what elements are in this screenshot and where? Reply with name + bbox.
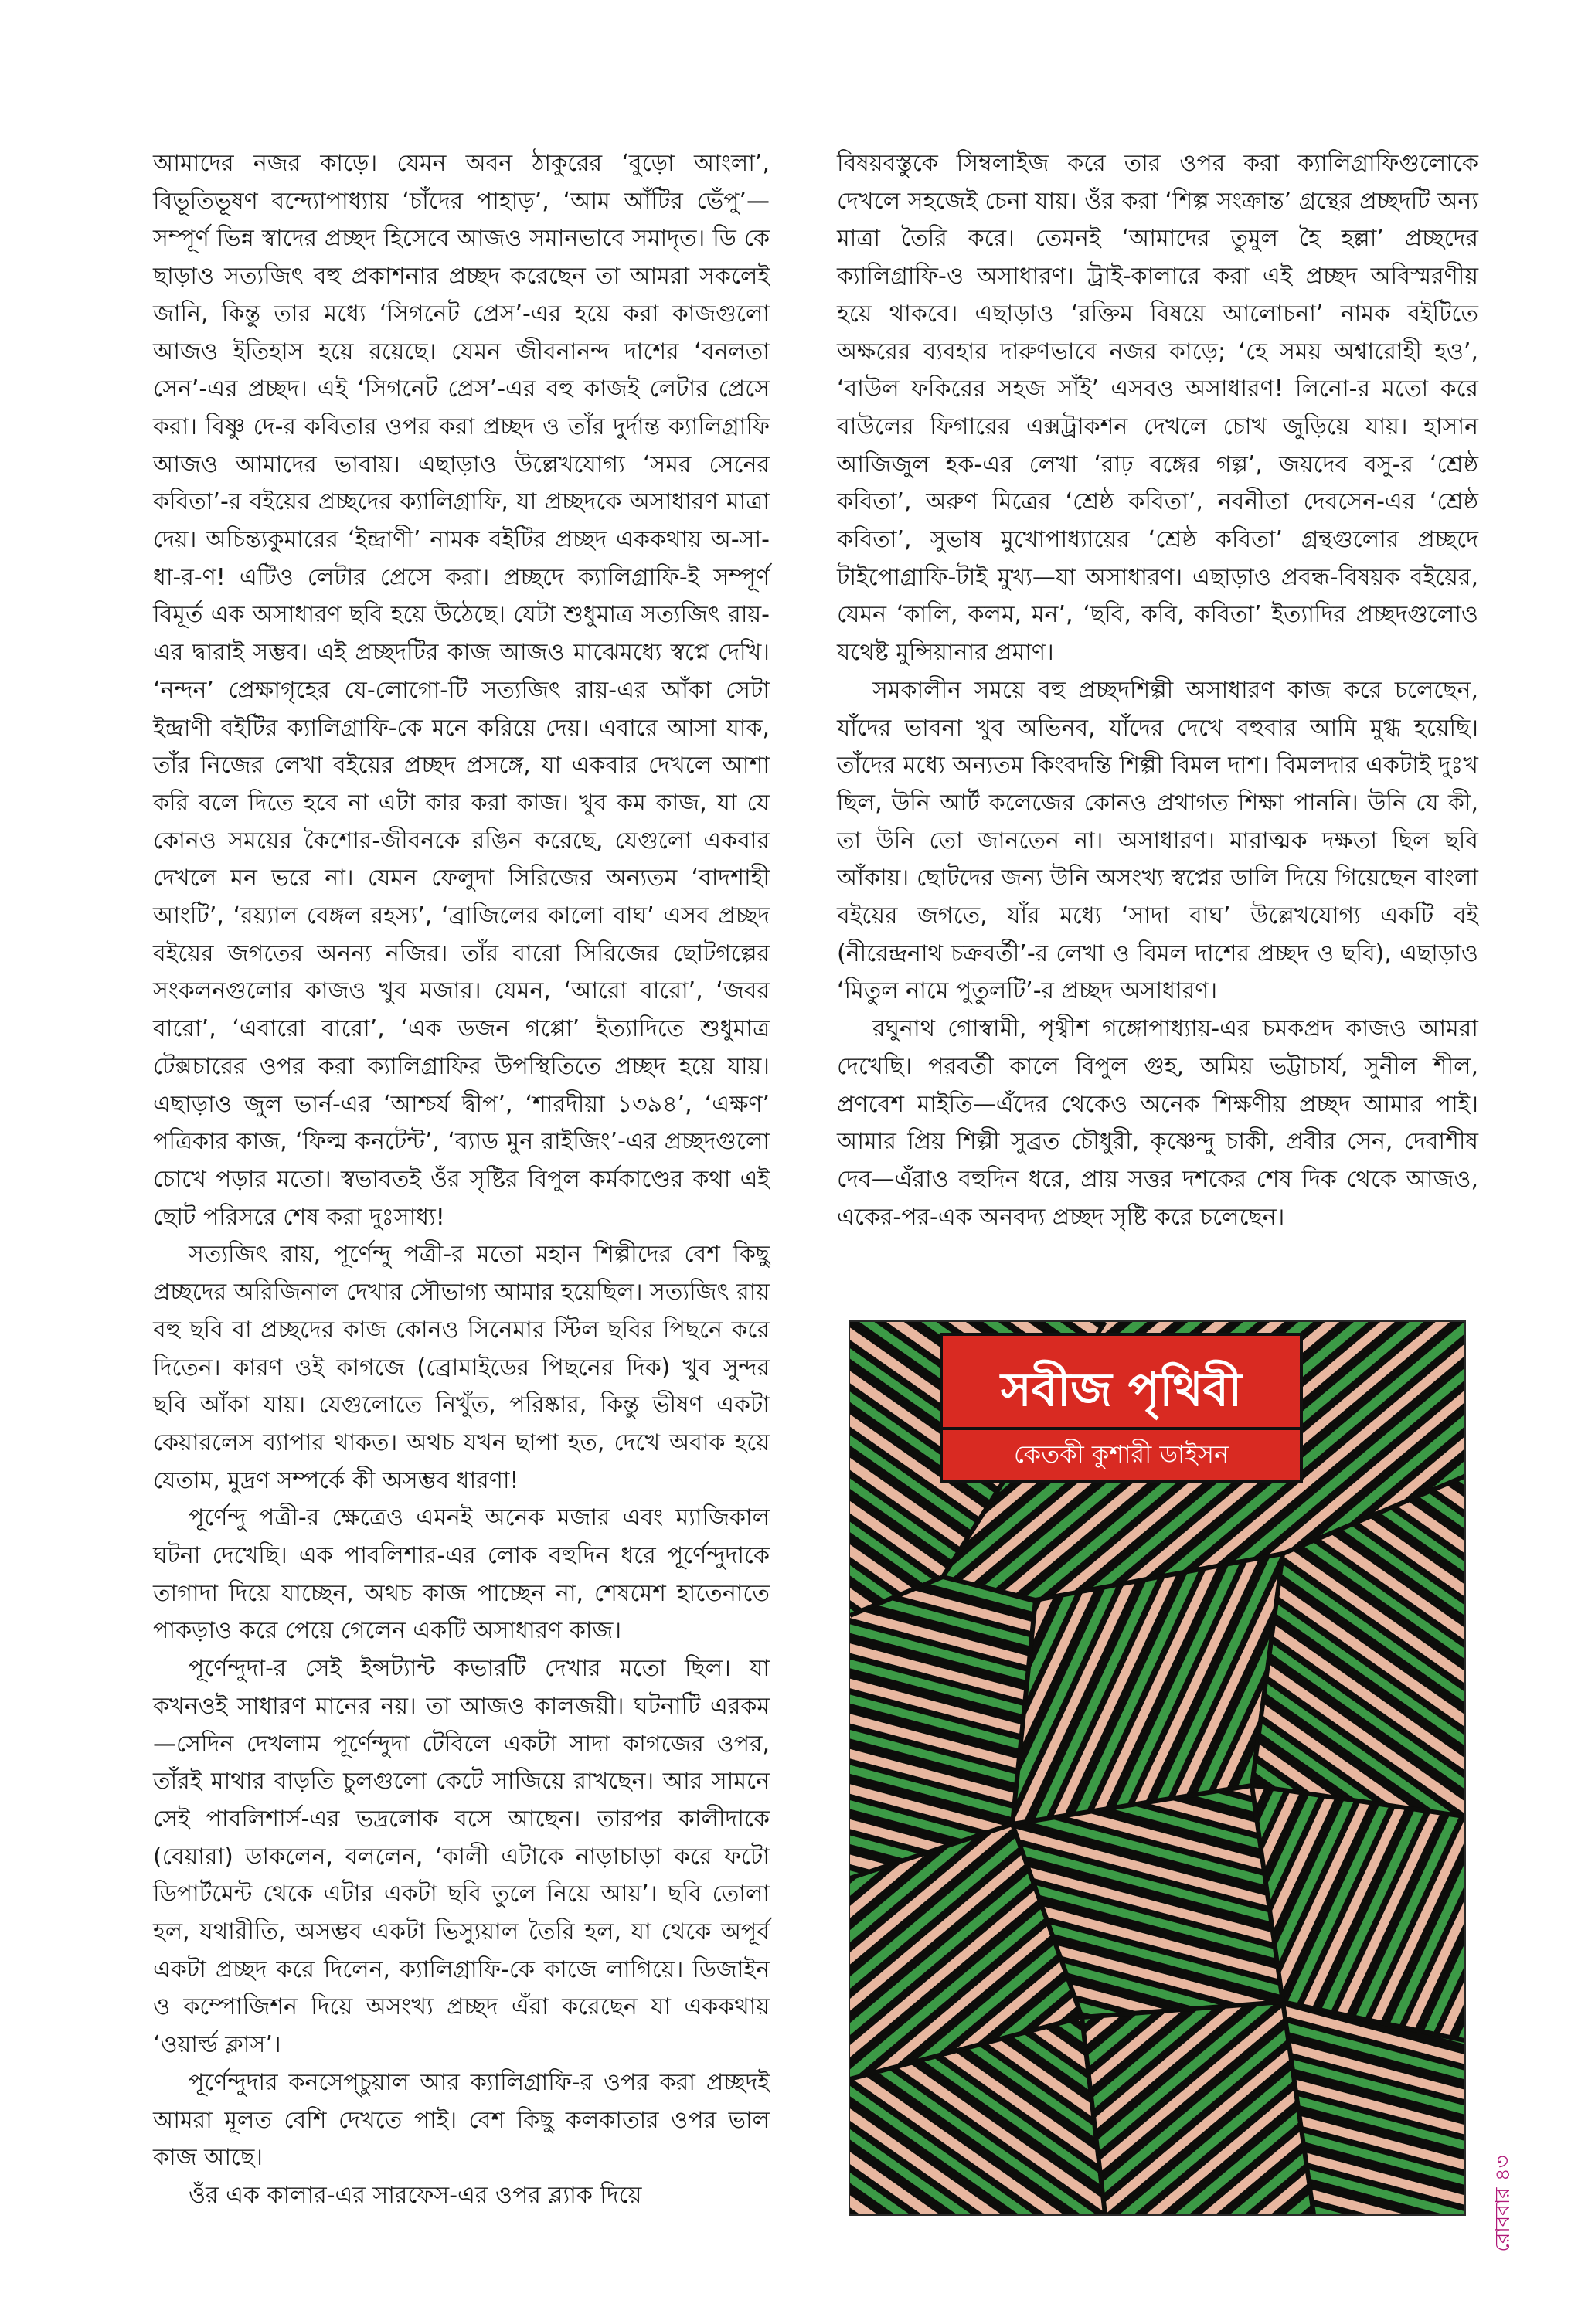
article-paragraph: পূর্ণেন্দুদার কনসেপ্‌চুয়াল আর ক্যালিগ্রাফি-র ওপর করা প্রচ্ছদই আমরা মূলত বেশি দেখতে পাই। বেশ কিছু কলকাতার ওপর ভাল কাজ আছে। <box>153 2068 770 2172</box>
page-number: রোববার ৪৩ <box>1491 2155 1515 2252</box>
article-paragraph: পূর্ণেন্দু পত্রী-র ক্ষেত্রেও এমনই অনেক মজার এবং ম্যাজিকাল ঘটনা দেখেছি। এক পাবলিশার-এর লোক বহুদিন ধরে পূর্ণেন্দুদাকে তাগাদা দিয়ে যাচ্ছেন, অথচ কাজ পাচ্ছেন না, শেষমেশ হাতেনাতে পাকড়াও করে পেয়ে গেলেন একটি অসাধারণ কাজ। <box>153 1504 770 1645</box>
article-paragraph: সমকালীন সময়ে বহু প্রচ্ছদশিল্পী অসাধারণ কাজ করে চলেছেন, যাঁদের ভাবনা খুব অভিনব, যাঁদের দেখে বহুবার আমি মুগ্ধ হয়েছি। তাঁদের মধ্যে অন্যতম কিংবদন্তি শিল্পী বিমল দাশ। বিমলদার একটাই দুঃখ ছিল, উনি আর্ট কলেজের কোনও প্রথাগত শিক্ষা পাননি। উনি যে কী, তা উনি তো জানতেন না। অসাধারণ। মারাত্মক দক্ষতা ছিল ছবি আঁকায়। ছোটদের জন্য উনি অসংখ্য স্বপ্নের ডালি দিয়ে গিয়েছেন বাংলা বইয়ের জগতে, যাঁর মধ্যে ‘সাদা বাঘ’ উল্লেখযোগ্য একটি বই (নীরেন্দ্রনাথ চক্রবর্তী’-র লেখা ও বিমল দাশের প্রচ্ছদ ও ছবি), এছাড়াও ‘মিতুল নামে পুতুলটি’-র প্রচ্ছদ অসাধারণ। <box>837 676 1478 1005</box>
article-paragraph: আমাদের নজর কাড়ে। যেমন অবন ঠাকুরের ‘বুড়ো আংলা’, বিভূতিভূষণ বন্দ্যোপাধ্যায় ‘চাঁদের পাহাড়’, ‘আম আঁটির ভেঁপু’—সম্পূর্ণ ভিন্ন স্বাদের প্রচ্ছদ হিসেবে আজও সমানভাবে সমাদৃত। ডি কে ছাড়াও সত্যজিৎ বহু প্রকাশনার প্রচ্ছদ করেছেন তা আমরা সকলেই জানি, কিন্তু তার মধ্যে ‘সিগনেট প্রেস’-এর হয়ে করা কাজগুলো আজও ইতিহাস হয়ে রয়েছে। যেমন জীবনানন্দ দাশের ‘বনলতা সেন’-এর প্রচ্ছদ। এই ‘সিগনেট প্রেস’-এর বহু কাজই লেটার প্রেসে করা। বিষ্ণু দে-র কবিতার ওপর করা প্রচ্ছদ ও তাঁর দুর্দান্ত ক্যালিগ্রাফি আজও আমাদের ভাবায়। এছাড়াও উল্লেখযোগ্য ‘সমর সেনের কবিতা’-র বইয়ের প্রচ্ছদের ক্যালিগ্রাফি, যা প্রচ্ছদকে অসাধারণ মাত্রা দেয়। অচিন্ত্যকুমারের ‘ইন্দ্রাণী’ নামক বইটির প্রচ্ছদ এককথায় অ-সা-ধা-র-ণ! এটিও লেটার প্রেসে করা। প্রচ্ছদে ক্যালিগ্রাফি-ই সম্পূর্ণ বিমূর্ত এক অসাধারণ ছবি হয়ে উঠেছে। যেটা শুধুমাত্র সত্যজিৎ রায়-এর দ্বারাই সম্ভব। এই প্রচ্ছদটির কাজ আজও মাঝেমধ্যে স্বপ্নে দেখি। ‘নন্দন’ প্রেক্ষাগৃহের যে-লোগো-টি সত্যজিৎ রায়-এর আঁকা সেটা ইন্দ্রাণী বইটির ক্যালিগ্রাফি-কে মনে করিয়ে দেয়। এবারে আসা যাক, তাঁর নিজের লেখা বইয়ের প্রচ্ছদ প্রসঙ্গে, যা একবার দেখলে আশা করি বলে দিতে হবে না এটা কার করা কাজ। খুব কম কাজ, যা যে কোনও সময়ের কৈশোর-জীবনকে রঙিন করেছে, যেগুলো একবার দেখলে মন ভরে না। যেমন ফেলুদা সিরিজের অন্যতম ‘বাদশাহী আংটি’, ‘রয়্যাল বেঙ্গল রহস্য’, ‘ব্রাজিলের কালো বাঘ’ এসব প্রচ্ছদ বইয়ের জগতের অনন্য নজির। তাঁর বারো সিরিজের ছোটগল্পের সংকলনগুলোর কাজও খুব মজার। যেমন, ‘আরো বারো’, ‘জবর বারো’, ‘এবারো বারো’, ‘এক ডজন গপ্পো’ ইত্যাদিতে শুধুমাত্র টেক্সচারের ওপর করা ক্যালিগ্রাফির উপস্থিতিতে প্রচ্ছদ হয়ে যায়। এছাড়াও জুল ভার্ন-এর ‘আশ্চর্য দ্বীপ’, ‘শারদীয়া ১৩৯৪’, ‘এক্ষণ’ পত্রিকার কাজ, ‘ফিল্ম কনটেন্ট’, ‘ব্যাড মুন রাইজিং’-এর প্রচ্ছদগুলো চোখে পড়ার মতো। স্বভাবতই ওঁর সৃষ্টির বিপুল কর্মকাণ্ডের কথা এই ছোট পরিসরে শেষ করা দুঃসাধ্য! <box>153 150 770 1231</box>
article-paragraph: বিষয়বস্তুকে সিম্বলাইজ করে তার ওপর করা ক্যালিগ্রাফিগুলোকে দেখলে সহজেই চেনা যায়। ওঁর করা ‘শিল্প সংক্রান্ত’ গ্রন্থের প্রচ্ছদটি অন্য মাত্রা তৈরি করে। তেমনই ‘আমাদের তুমুল হৈ হল্লা’ প্রচ্ছদের ক্যালিগ্রাফি-ও অসাধারণ। ট্রাই-কালারে করা এই প্রচ্ছদ অবিস্মরণীয় হয়ে থাকবে। এছাড়াও ‘রক্তিম বিষয়ে আলোচনা’ নামক বইটিতে অক্ষরের ব্যবহার দারুণভাবে নজর কাড়ে; ‘হে সময় অশ্বারোহী হও’, ‘বাউল ফকিরের সহজ সাঁই’ এসবও অসাধারণ! লিনো-র মতো করে বাউলের ফিগারের এক্সট্রাকশন দেখলে চোখ জুড়িয়ে যায়। হাসান আজিজুল হক-এর লেখা ‘রাঢ় বঙ্গের গল্প’, জয়দেব বসু-র ‘শ্রেষ্ঠ কবিতা’, অরুণ মিত্রের ‘শ্রেষ্ঠ কবিতা’, নবনীতা দেবসেন-এর ‘শ্রেষ্ঠ কবিতা’, সুভাষ মুখোপাধ্যায়ের ‘শ্রেষ্ঠ কবিতা’ গ্রন্থগুলোর প্রচ্ছদে টাইপোগ্রাফি-টাই মুখ্য—যা অসাধারণ। এছাড়াও প্রবন্ধ-বিষয়ক বইয়ের, যেমন ‘কালি, কলম, মন’, ‘ছবি, কবি, কবিতা’ ইত্যাদির প্রচ্ছদগুলোও যথেষ্ট মুন্সিয়ানার প্রমাণ। <box>837 150 1478 667</box>
cover-title: সবীজ পৃথিবী <box>1000 1363 1243 1417</box>
article-paragraph: ওঁর এক কালার-এর সারফেস-এর ওপর ব্ল্যাক দিয়ে <box>189 2181 642 2209</box>
article-paragraph: সত্যজিৎ রায়, পূর্ণেন্দু পত্রী-র মতো মহান শিল্পীদের বেশ কিছু প্রচ্ছদের অরিজিনাল দেখার সৌভাগ্য আমার হয়েছিল। সত্যজিৎ রায় বহু ছবি বা প্রচ্ছদের কাজ কোনও সিনেমার স্টিল ছবির পিছনে করে দিতেন। কারণ ওই কাগজে (ব্রোমাইডের পিছনের দিক) খুব সুন্দর ছবি আঁকা যায়। যেগুলোতে নিখুঁত, পরিষ্কার, কিন্তু ভীষণ একটা কেয়ারলেস ব্যাপার থাকত। অথচ যখন ছাপা হত, দেখে অবাক হয়ে যেতাম, মুদ্রণ সম্পর্কে কী অসম্ভব ধারণা! <box>153 1241 770 1494</box>
cover-author: কেতকী কুশারী ডাইসন <box>1013 1439 1229 1469</box>
article-right-column <box>837 145 1478 1236</box>
book-cover-image <box>850 1322 1464 2214</box>
article-paragraph: পূর্ণেন্দুদা-র সেই ইন্সট্যান্ট কভারটি দেখার মতো ছিল। যা কখনওই সাধারণ মানের নয়। তা আজও কালজয়ী। ঘটনাটি এরকম—সেদিন দেখলাম পূর্ণেন্দুদা টেবিলে একটা সাদা কাগজের ওপর, তাঁরই মাথার বাড়তি চুলগুলো কেটে সাজিয়ে রাখছেন। আর সামনে সেই পাবলিশার্স-এর ভদ্রলোক বসে আছেন। তারপর কালীদাকে (বেয়ারা) ডাকলেন, বললেন, ‘কালী এটাকে নাড়াচাড়া করে ফটো ডিপার্টমেন্ট থেকে এটার একটা ছবি তুলে নিয়ে আয়’। ছবি তোলা হল, যথারীতি, অসম্ভব একটা ভিস্যুয়াল তৈরি হল, যা থেকে অপূর্ব একটা প্রচ্ছদ করে দিলেন, ক্যালিগ্রাফি-কে কাজে লাগিয়ে। ডিজাইন ও কম্পোজিশন দিয়ে অসংখ্য প্রচ্ছদ এঁরা করেছেন যা এককথায় ‘ওয়ার্ল্ড ক্লাস’। <box>153 1655 770 2059</box>
page-footer <box>1490 2157 1518 2250</box>
article-paragraph: রঘুনাথ গোস্বামী, পৃথ্বীশ গঙ্গোপাধ্যায়-এর চমকপ্রদ কাজও আমরা দেখেছি। পরবর্তী কালে বিপুল গুহ, অমিয় ভট্টাচার্য, সুনীল শীল, প্রণবেশ মাইতি—এঁদের থেকেও অনেক শিক্ষণীয় প্রচ্ছদ আমার পাই। আমার প্রিয় শিল্পী সুব্রত চৌধুরী, কৃষ্ণেন্দু চাকী, প্রবীর সেন, দেবাশীষ দেব—এঁরাও বহুদিন ধরে, প্রায় সত্তর দশকের শেষ দিক থেকে আজও, একের-পর-এক অনবদ্য প্রচ্ছদ সৃষ্টি করে চলেছেন। <box>837 1015 1478 1231</box>
article-left-column <box>153 145 770 2215</box>
book-cover-art <box>850 1322 1464 2214</box>
